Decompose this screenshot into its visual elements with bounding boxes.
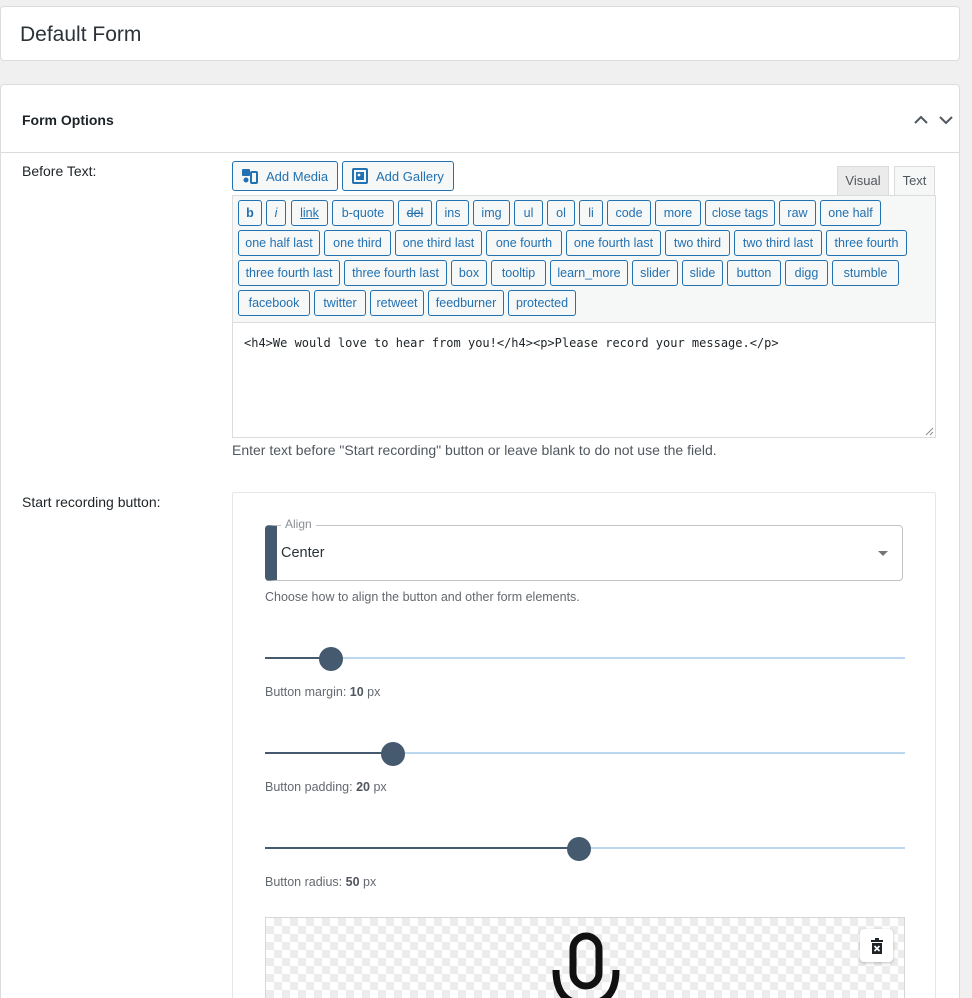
qt-button[interactable]: three fourth last xyxy=(344,260,447,286)
add-gallery-icon xyxy=(351,167,369,185)
qt-button[interactable]: i xyxy=(266,200,286,226)
tab-visual[interactable]: Visual xyxy=(837,166,889,196)
qt-button[interactable]: slide xyxy=(682,260,723,286)
add-gallery-button[interactable] xyxy=(342,161,454,191)
align-value: Center xyxy=(281,545,325,561)
qt-button[interactable]: img xyxy=(473,200,510,226)
qt-button[interactable]: one third last xyxy=(395,230,482,256)
qt-button[interactable]: ol xyxy=(547,200,575,226)
qt-button[interactable]: learn_more xyxy=(550,260,628,286)
qt-button[interactable]: two third xyxy=(665,230,730,256)
form-title-box[interactable] xyxy=(0,6,960,61)
qt-button[interactable]: protected xyxy=(508,290,576,316)
editor-content: <h4>We would love to hear from you!</h4><p>Please record your message.</p> xyxy=(244,336,779,350)
slider-rail xyxy=(265,657,905,659)
slider-track xyxy=(265,752,393,754)
align-help: Choose how to align the button and other form elements. xyxy=(265,590,580,604)
qt-button[interactable]: ul xyxy=(514,200,543,226)
tab-text[interactable]: Text xyxy=(894,166,935,196)
before-text-label: Before Text: xyxy=(22,163,97,179)
qt-button[interactable]: close tags xyxy=(705,200,775,226)
start-recording-label: Start recording button: xyxy=(22,494,161,510)
panel-header xyxy=(1,85,959,153)
margin-slider[interactable] xyxy=(265,646,905,670)
qt-button[interactable]: three fourth xyxy=(826,230,907,256)
qt-button[interactable]: one half last xyxy=(238,230,320,256)
qt-button[interactable]: slider xyxy=(632,260,678,286)
qt-button[interactable]: one fourth last xyxy=(566,230,661,256)
trash-icon xyxy=(870,938,884,954)
slider-track xyxy=(265,847,579,849)
qt-button[interactable]: one third xyxy=(324,230,391,256)
before-text-editor[interactable] xyxy=(232,322,936,438)
button-preview xyxy=(265,917,905,998)
qt-button[interactable]: tooltip xyxy=(491,260,546,286)
delete-button[interactable] xyxy=(860,929,893,962)
slider-thumb[interactable] xyxy=(319,647,343,671)
microphone-icon xyxy=(552,932,620,998)
margin-value: 10 xyxy=(349,685,364,699)
dropdown-caret-icon xyxy=(878,551,888,556)
padding-label: Button padding: 20 px xyxy=(265,780,387,794)
qt-button[interactable]: facebook xyxy=(238,290,310,316)
qt-button[interactable]: code xyxy=(607,200,651,226)
form-title[interactable]: Default Form xyxy=(20,23,142,46)
add-media-icon xyxy=(241,167,259,185)
qt-button[interactable]: two third last xyxy=(734,230,822,256)
start-recording-settings xyxy=(232,492,936,998)
qt-button[interactable]: button xyxy=(727,260,781,286)
qt-button[interactable]: three fourth last xyxy=(238,260,340,286)
qt-button[interactable]: digg xyxy=(785,260,828,286)
slider-thumb[interactable] xyxy=(381,742,405,766)
form-options-panel xyxy=(0,84,960,998)
add-gallery-label: Add Gallery xyxy=(376,168,444,184)
add-media-label: Add Media xyxy=(266,168,329,184)
qt-button[interactable]: one fourth xyxy=(486,230,562,256)
radius-slider[interactable] xyxy=(265,836,905,860)
chevron-down-icon[interactable] xyxy=(937,111,955,129)
qt-button[interactable]: retweet xyxy=(370,290,424,316)
qt-button[interactable]: feedburner xyxy=(428,290,504,316)
qt-button[interactable]: li xyxy=(579,200,603,226)
qt-button[interactable]: del xyxy=(398,200,432,226)
padding-value: 20 xyxy=(356,780,370,794)
chevron-up-icon[interactable] xyxy=(912,111,930,129)
qt-button[interactable]: b-quote xyxy=(332,200,394,226)
resize-handle-icon[interactable] xyxy=(925,427,934,436)
qt-button[interactable]: twitter xyxy=(314,290,366,316)
qt-button[interactable]: more xyxy=(655,200,701,226)
add-media-button[interactable] xyxy=(232,161,338,191)
padding-slider[interactable] xyxy=(265,741,905,765)
quicktags-toolbar xyxy=(232,195,936,322)
qt-button[interactable]: link xyxy=(291,200,328,226)
qt-button[interactable]: one half xyxy=(820,200,881,226)
align-legend: Align xyxy=(281,517,316,531)
align-select[interactable] xyxy=(265,517,903,581)
radius-label: Button radius: 50 px xyxy=(265,875,377,889)
before-text-help: Enter text before "Start recording" button or leave blank to do not use the field. xyxy=(232,442,717,458)
qt-button[interactable]: ins xyxy=(436,200,469,226)
radius-value: 50 xyxy=(345,875,360,889)
panel-title: Form Options xyxy=(22,112,114,128)
qt-button[interactable]: raw xyxy=(779,200,816,226)
qt-button[interactable]: box xyxy=(451,260,487,286)
qt-button[interactable]: b xyxy=(238,200,262,226)
qt-button[interactable]: stumble xyxy=(832,260,899,286)
margin-label: Button margin: 10 px xyxy=(265,685,381,699)
slider-thumb[interactable] xyxy=(567,837,591,861)
